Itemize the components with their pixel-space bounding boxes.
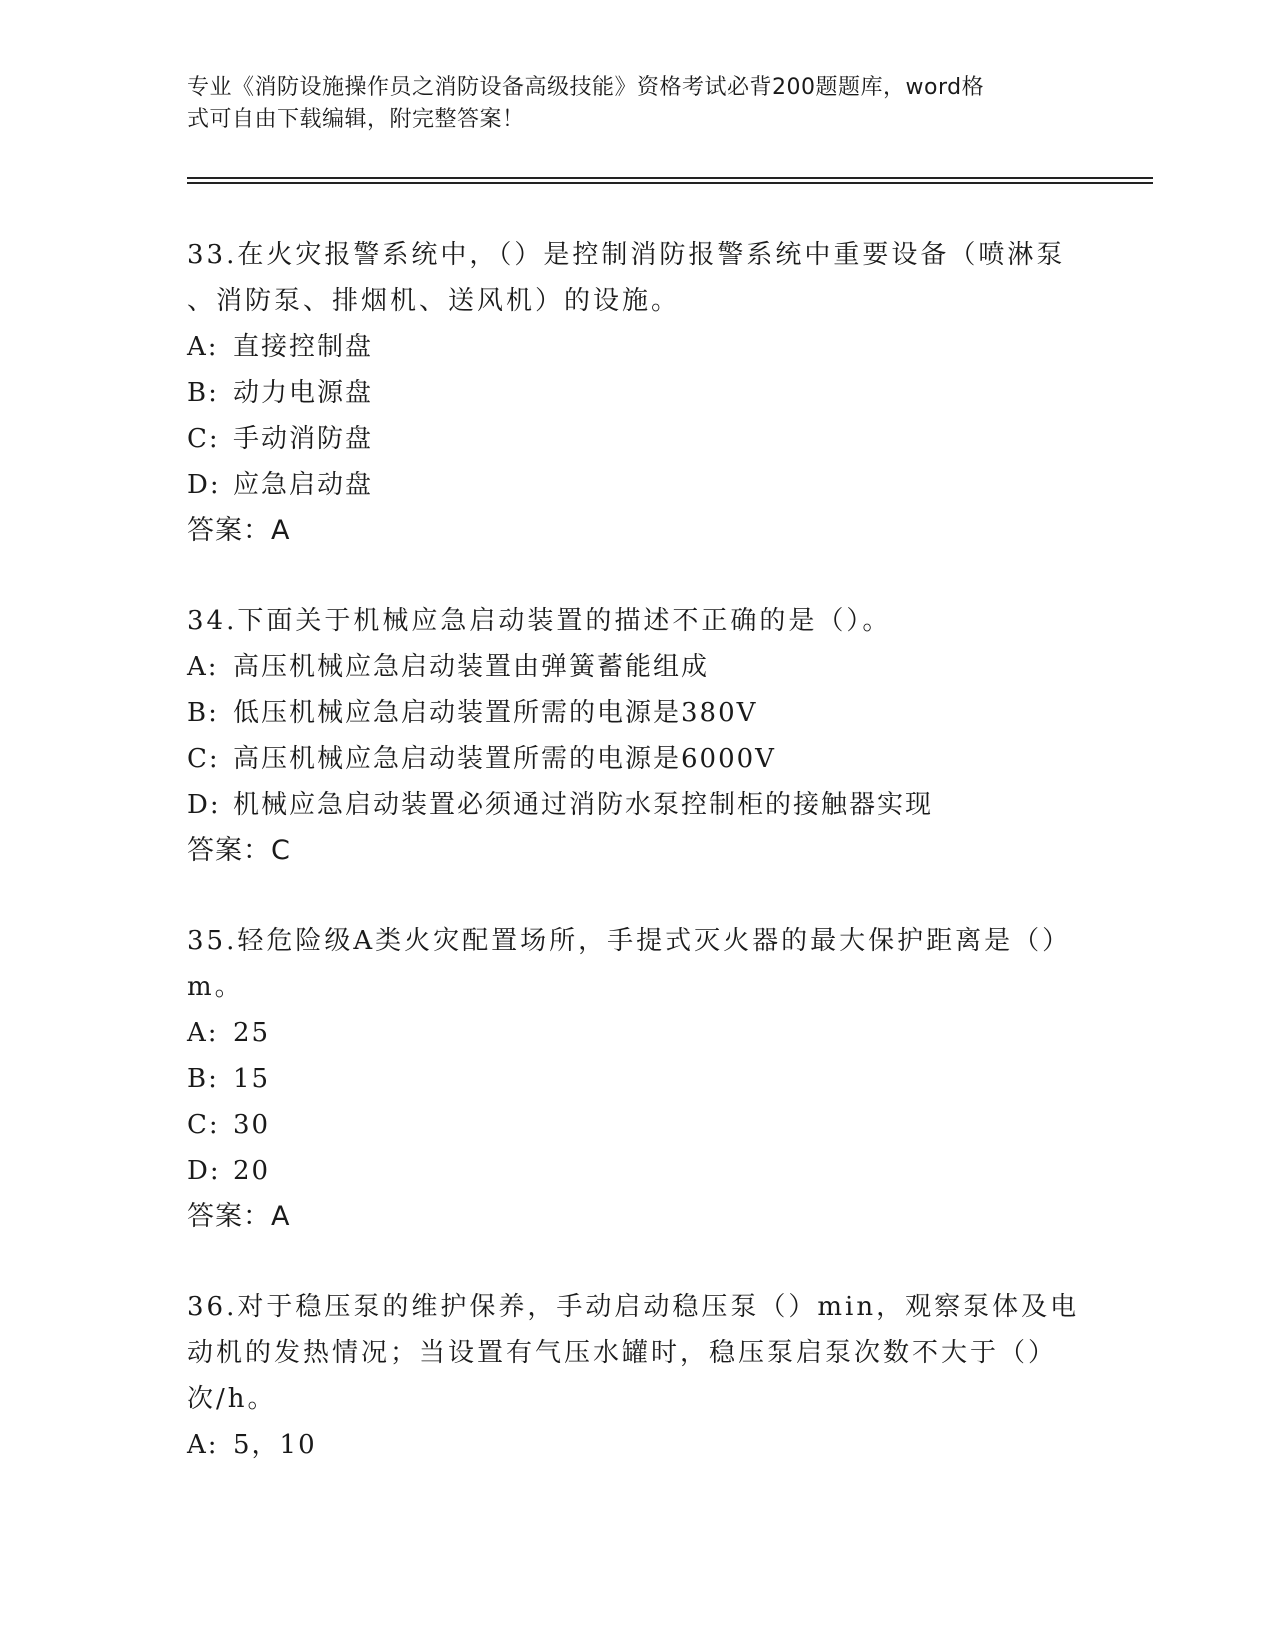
- option-a: [187, 644, 1087, 690]
- option-label: B:: [187, 1064, 219, 1094]
- document-header: [187, 72, 1067, 136]
- option-c: [187, 1102, 1087, 1148]
- question-36: [187, 1284, 1087, 1468]
- option-d: [187, 782, 1087, 828]
- question-line: 33.在火灾报警系统中，（）是控制消防报警系统中重要设备（喷淋泵: [187, 240, 1066, 270]
- option-b: [187, 370, 1087, 416]
- option-label: D:: [187, 1156, 221, 1186]
- option-d: [187, 1148, 1087, 1194]
- question-line: 动机的发热情况；当设置有气压水罐时，稳压泵启泵次数不大于（）: [187, 1338, 1058, 1368]
- option-label: D:: [187, 790, 221, 820]
- option-text: 20: [233, 1156, 271, 1186]
- question-35: [187, 918, 1087, 1240]
- header-line-2: 式可自由下载编辑，附完整答案！: [187, 107, 525, 132]
- option-text: 高压机械应急启动装置所需的电源是6000V: [233, 744, 776, 774]
- question-line: 次/h。: [187, 1384, 277, 1414]
- option-label: C:: [187, 1110, 220, 1140]
- option-text: 手动消防盘: [233, 424, 374, 454]
- answer-label: 答案：: [187, 1201, 271, 1232]
- question-line: 35.轻危险级A类火灾配置场所，手提式灭火器的最大保护距离是（）: [187, 926, 1072, 956]
- option-label: B:: [187, 698, 219, 728]
- option-label: A:: [187, 1430, 219, 1460]
- option-b: [187, 1056, 1087, 1102]
- header-line-1: 专业《消防设施操作员之消防设备高级技能》资格考试必背200题题库，word格: [187, 75, 985, 100]
- question-text: [187, 918, 1087, 1010]
- question-text: [187, 1284, 1087, 1422]
- option-text: 应急启动盘: [233, 470, 374, 500]
- answer-value: C: [271, 835, 291, 866]
- option-a: [187, 324, 1087, 370]
- option-c: [187, 736, 1087, 782]
- header-divider-top: [187, 177, 1153, 179]
- question-text: [187, 232, 1087, 324]
- option-d: [187, 462, 1087, 508]
- option-a: [187, 1422, 1087, 1468]
- option-c: [187, 416, 1087, 462]
- option-text: 25: [233, 1018, 271, 1048]
- option-label: C:: [187, 424, 220, 454]
- option-text: 直接控制盘: [233, 332, 374, 362]
- option-text: 15: [233, 1064, 271, 1094]
- question-list: [187, 232, 1087, 1512]
- option-text: 高压机械应急启动装置由弹簧蓄能组成: [233, 652, 710, 682]
- answer-line: [187, 828, 1087, 874]
- header-divider-bottom: [187, 182, 1153, 184]
- question-line: 、消防泵、排烟机、送风机）的设施。: [187, 286, 681, 316]
- option-label: D:: [187, 470, 221, 500]
- option-text: 低压机械应急启动装置所需的电源是380V: [233, 698, 758, 728]
- question-line: 34.下面关于机械应急启动装置的描述不正确的是（）。: [187, 606, 892, 636]
- option-text: 动力电源盘: [233, 378, 374, 408]
- option-a: [187, 1010, 1087, 1056]
- answer-line: [187, 1194, 1087, 1240]
- question-text: [187, 598, 1087, 644]
- option-label: A:: [187, 332, 219, 362]
- question-line: 36.对于稳压泵的维护保养，手动启动稳压泵（）min，观察泵体及电: [187, 1292, 1080, 1322]
- question-33: [187, 232, 1087, 554]
- answer-line: [187, 508, 1087, 554]
- option-text: 5，10: [233, 1430, 317, 1460]
- option-b: [187, 690, 1087, 736]
- option-text: 机械应急启动装置必须通过消防水泵控制柜的接触器实现: [233, 790, 934, 820]
- option-label: A:: [187, 1018, 219, 1048]
- answer-value: A: [271, 515, 291, 546]
- answer-label: 答案：: [187, 835, 271, 866]
- question-line: m。: [187, 972, 244, 1002]
- option-label: C:: [187, 744, 220, 774]
- question-34: [187, 598, 1087, 874]
- answer-label: 答案：: [187, 515, 271, 546]
- option-label: A:: [187, 652, 219, 682]
- option-text: 30: [233, 1110, 271, 1140]
- option-label: B:: [187, 378, 219, 408]
- answer-value: A: [271, 1201, 291, 1232]
